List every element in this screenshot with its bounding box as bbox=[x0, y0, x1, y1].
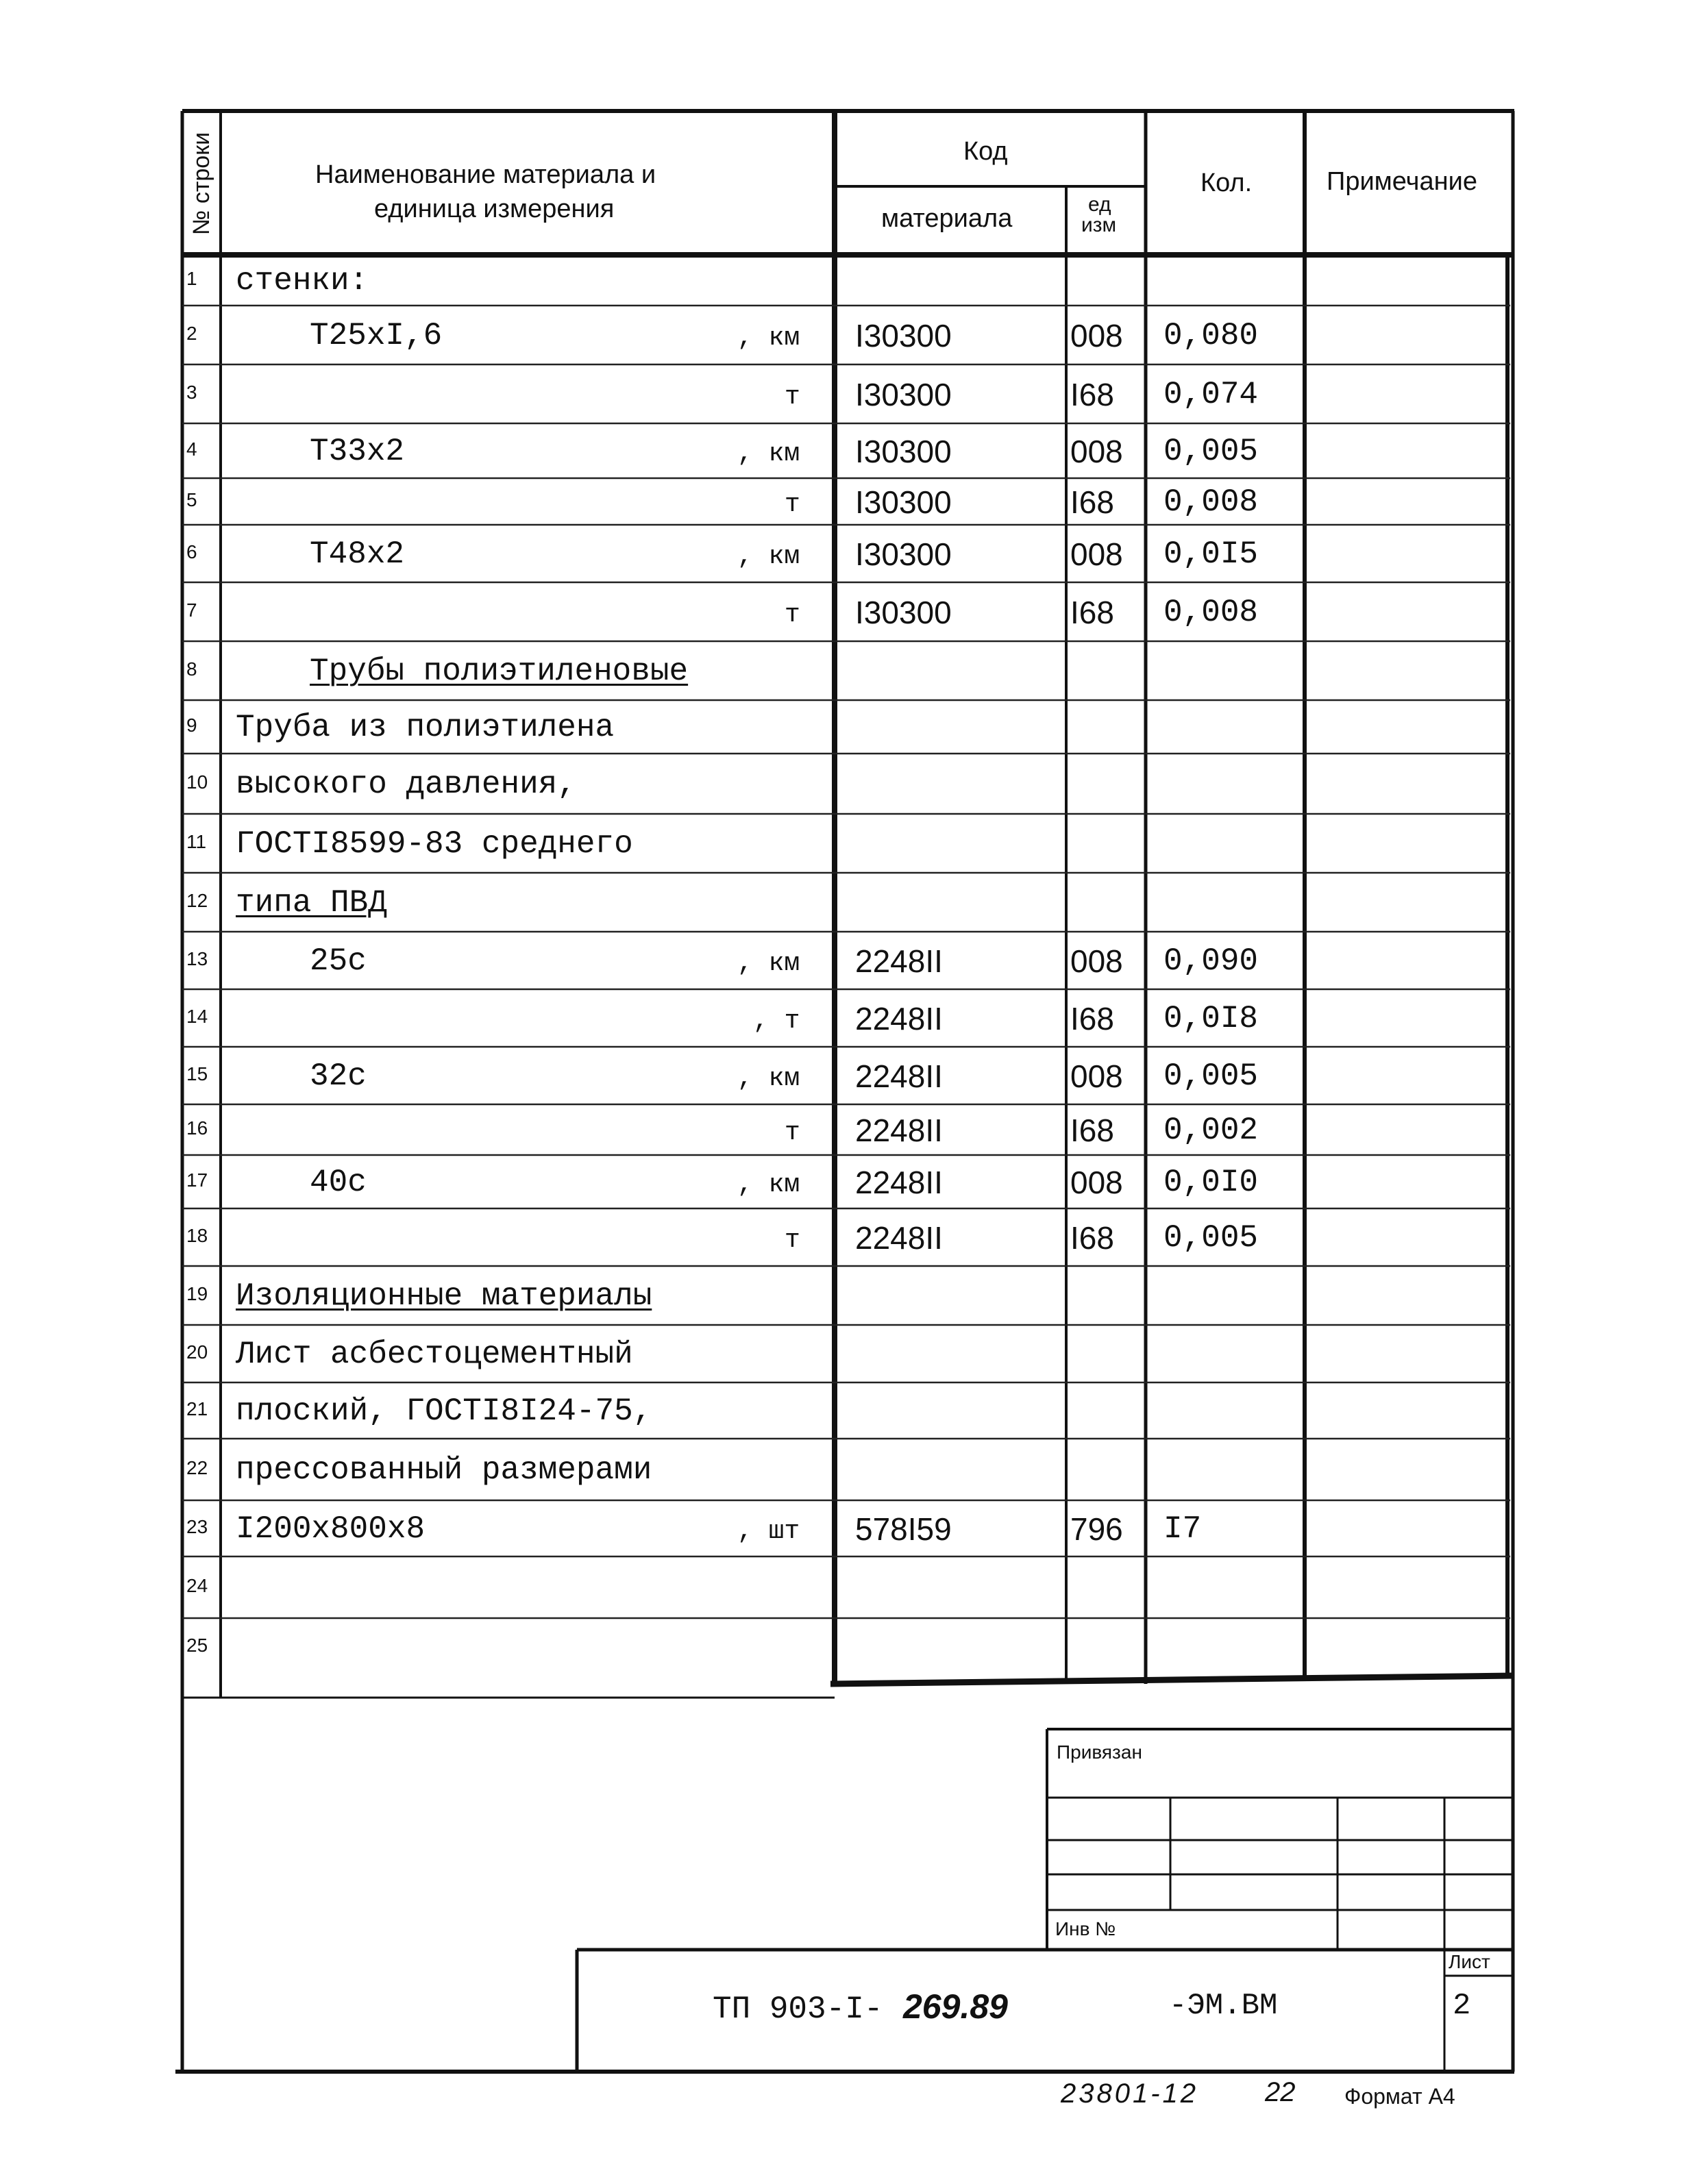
material-name: Изоляционные материалы bbox=[236, 1278, 652, 1314]
material-code: I30300 bbox=[855, 318, 952, 353]
quantity: 0,090 bbox=[1163, 943, 1259, 979]
material-name: Труба из полиэтилена bbox=[236, 710, 615, 745]
page-number: 22 bbox=[1265, 2077, 1296, 2107]
unit-of-measure: , км bbox=[737, 1064, 800, 1093]
unit-of-measure: , км bbox=[737, 439, 800, 469]
material-name: стенки: bbox=[236, 263, 369, 299]
document-code-suffix: -ЭМ.ВМ bbox=[1169, 1989, 1278, 2023]
document-code-prefix: ТП 903-I- bbox=[713, 1991, 883, 2027]
quantity: 0,005 bbox=[1163, 434, 1259, 469]
row-number: 20 bbox=[186, 1341, 208, 1363]
material-code: I30300 bbox=[855, 536, 952, 572]
row-number: 18 bbox=[186, 1225, 208, 1246]
unit-of-measure: , км bbox=[737, 949, 800, 978]
unit-of-measure: , км bbox=[737, 323, 800, 353]
unit-of-measure: , км bbox=[737, 542, 800, 571]
unit-code: 008 bbox=[1070, 1165, 1123, 1200]
row-number: 21 bbox=[186, 1398, 208, 1419]
quantity: I7 bbox=[1163, 1511, 1202, 1547]
material-name: прессованный размерами bbox=[236, 1452, 652, 1488]
row-number-header: № строки bbox=[188, 132, 214, 236]
material-name: высокого давления, bbox=[236, 767, 576, 802]
unit-of-measure: т bbox=[785, 490, 800, 519]
note-header: Примечание bbox=[1327, 167, 1477, 196]
quantity: 0,008 bbox=[1163, 484, 1259, 520]
quantity: 0,005 bbox=[1163, 1220, 1259, 1256]
quantity: 0,002 bbox=[1163, 1113, 1259, 1148]
material-code: I30300 bbox=[855, 484, 952, 520]
quantity: 0,008 bbox=[1163, 595, 1259, 630]
quantity: 0,074 bbox=[1163, 377, 1259, 412]
unit-code: 008 bbox=[1070, 1058, 1123, 1094]
unit-code: I68 bbox=[1070, 1113, 1114, 1148]
unit-code-header-line1: ед bbox=[1088, 193, 1111, 216]
material-code: 2248II bbox=[855, 943, 943, 979]
material-name: плоский, ГОСТI8I24-75, bbox=[236, 1393, 652, 1429]
row-number: 3 bbox=[186, 382, 197, 403]
unit-of-measure: , т bbox=[753, 1006, 800, 1036]
material-code: I30300 bbox=[855, 434, 952, 469]
unit-of-measure: т bbox=[785, 1226, 800, 1255]
unit-code-header-line2: изм bbox=[1081, 214, 1117, 236]
unit-of-measure: , км bbox=[737, 1170, 800, 1200]
material-code: 578I59 bbox=[855, 1511, 952, 1547]
material-name: Т25xI,6 bbox=[310, 318, 443, 353]
sheet-label: Лист bbox=[1449, 1951, 1490, 1972]
material-code: I30300 bbox=[855, 377, 952, 412]
row-number: 14 bbox=[186, 1006, 208, 1027]
archive-number: 23801-12 bbox=[1061, 2078, 1199, 2109]
paper-format: Формат А4 bbox=[1344, 2084, 1455, 2109]
row-number: 19 bbox=[186, 1283, 208, 1304]
row-number: 6 bbox=[186, 541, 197, 562]
material-code: 2248II bbox=[855, 1165, 943, 1200]
bound-label: Привязан bbox=[1057, 1741, 1142, 1763]
quantity: 0,0I0 bbox=[1163, 1165, 1259, 1200]
row-number: 24 bbox=[186, 1575, 208, 1596]
unit-of-measure: т bbox=[785, 600, 800, 630]
row-number: 11 bbox=[186, 831, 207, 852]
material-name: Т48x2 bbox=[310, 536, 405, 572]
sheet-number: 2 bbox=[1453, 1989, 1471, 2023]
document-code-handwritten: 269.89 bbox=[903, 1987, 1008, 2026]
row-number: 12 bbox=[186, 890, 208, 911]
material-name: 25с bbox=[310, 943, 367, 979]
row-number: 13 bbox=[186, 948, 208, 969]
row-number: 25 bbox=[186, 1635, 208, 1656]
material-name: I200x800x8 bbox=[236, 1511, 426, 1547]
material-name: Лист асбестоцементный bbox=[236, 1337, 633, 1372]
unit-of-measure: т bbox=[785, 1118, 800, 1147]
code-header: Код bbox=[963, 137, 1008, 166]
unit-code: I68 bbox=[1070, 595, 1114, 630]
material-name: 40с bbox=[310, 1165, 367, 1200]
material-code: 2248II bbox=[855, 1220, 943, 1256]
quantity: 0,0I8 bbox=[1163, 1001, 1259, 1037]
unit-code: 008 bbox=[1070, 318, 1123, 353]
row-number: 16 bbox=[186, 1117, 208, 1139]
material-name-header-line2: единица измерения bbox=[374, 195, 615, 223]
material-name: ГОСТI8599-83 среднего bbox=[236, 826, 633, 862]
row-number: 7 bbox=[186, 599, 197, 621]
quantity: 0,080 bbox=[1163, 318, 1259, 353]
unit-code: I68 bbox=[1070, 484, 1114, 520]
quantity: 0,005 bbox=[1163, 1058, 1259, 1094]
unit-code: I68 bbox=[1070, 377, 1114, 412]
material-code-header: материала bbox=[881, 204, 1013, 233]
unit-code: 008 bbox=[1070, 536, 1123, 572]
row-number: 2 bbox=[186, 323, 197, 344]
row-number: 8 bbox=[186, 658, 197, 680]
unit-of-measure: , шт bbox=[737, 1517, 800, 1546]
unit-code: 008 bbox=[1070, 943, 1123, 979]
material-code: 2248II bbox=[855, 1113, 943, 1148]
material-name: 32с bbox=[310, 1058, 367, 1094]
material-name: Трубы полиэтиленовые bbox=[310, 654, 689, 689]
row-number: 1 bbox=[186, 268, 197, 289]
unit-of-measure: т bbox=[785, 382, 800, 412]
row-number: 4 bbox=[186, 438, 197, 460]
row-number: 10 bbox=[186, 771, 208, 793]
row-number: 23 bbox=[186, 1516, 208, 1537]
material-name: Т33x2 bbox=[310, 434, 405, 469]
material-code: I30300 bbox=[855, 595, 952, 630]
row-number: 5 bbox=[186, 489, 197, 510]
unit-code: I68 bbox=[1070, 1220, 1114, 1256]
unit-code: 796 bbox=[1070, 1511, 1123, 1547]
quantity-header: Кол. bbox=[1200, 169, 1253, 197]
quantity: 0,0I5 bbox=[1163, 536, 1259, 572]
unit-code: 008 bbox=[1070, 434, 1123, 469]
inventory-number-label: Инв № bbox=[1055, 1918, 1116, 1939]
unit-code: I68 bbox=[1070, 1001, 1114, 1037]
row-number: 22 bbox=[186, 1457, 208, 1478]
material-name-header-line1: Наименование материала и bbox=[315, 160, 656, 189]
material-code: 2248II bbox=[855, 1058, 943, 1094]
row-number: 15 bbox=[186, 1063, 208, 1084]
material-code: 2248II bbox=[855, 1001, 943, 1037]
row-number: 17 bbox=[186, 1169, 208, 1191]
row-number: 9 bbox=[186, 715, 197, 736]
material-name: типа ПВД bbox=[236, 885, 387, 921]
